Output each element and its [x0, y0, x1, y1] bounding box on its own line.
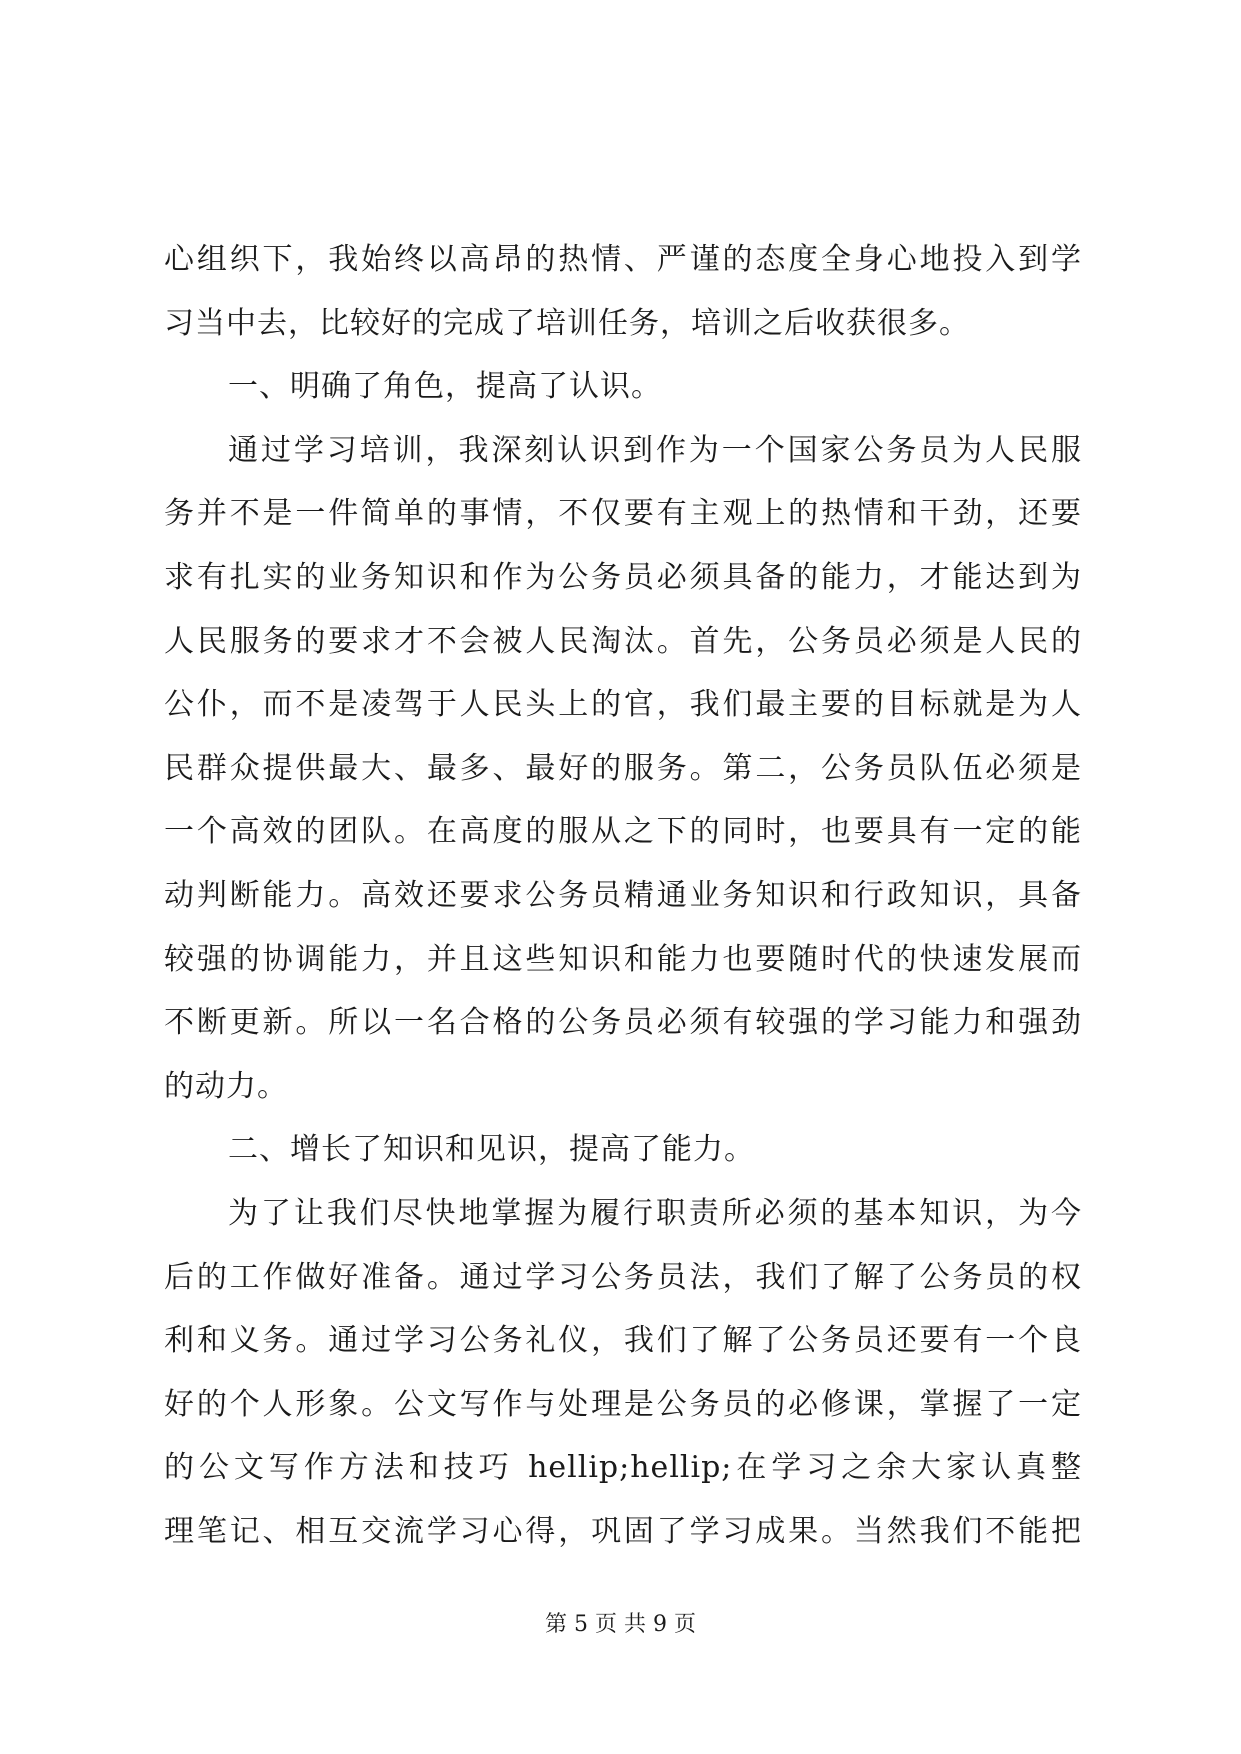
text-line: 较强的协调能力，并且这些知识和能力也要随时代的快速发展而 — [164, 941, 1082, 977]
body-text — [164, 228, 1082, 1563]
text-line: 民群众提供最大、最多、最好的服务。第二，公务员队伍必须是 — [164, 750, 1082, 786]
text-line: 好的个人形象。公文写作与处理是公务员的必修课，掌握了一定 — [164, 1386, 1082, 1422]
text-line: 求有扎实的业务知识和作为公务员必须具备的能力，才能达到为 — [164, 559, 1082, 595]
text-line: 的公文写作方法和技巧 hellip;hellip;在学习之余大家认真整 — [164, 1450, 1082, 1486]
text-line: 一个高效的团队。在高度的服从之下的同时，也要具有一定的能 — [164, 814, 1082, 850]
text-line: 二、增长了知识和见识，提高了能力。 — [228, 1132, 755, 1168]
text-line: 务并不是一件简单的事情，不仅要有主观上的热情和干劲，还要 — [164, 496, 1082, 532]
text-line: 习当中去，比较好的完成了培训任务，培训之后收获很多。 — [164, 305, 970, 341]
text-line: 利和义务。通过学习公务礼仪，我们了解了公务员还要有一个良 — [164, 1323, 1082, 1359]
text-line: 公仆，而不是凌驾于人民头上的官，我们最主要的目标就是为人 — [164, 687, 1082, 723]
text-line: 人民服务的要求才不会被人民淘汰。首先，公务员必须是人民的 — [164, 623, 1082, 659]
text-line: 不断更新。所以一名合格的公务员必须有较强的学习能力和强劲 — [164, 1005, 1082, 1041]
text-line: 一、明确了角色，提高了认识。 — [228, 369, 662, 405]
text-line: 心组织下，我始终以高昂的热情、严谨的态度全身心地投入到学 — [164, 242, 1082, 277]
text-line: 的动力。 — [164, 1068, 288, 1104]
text-line: 动判断能力。高效还要求公务员精通业务知识和行政知识，具备 — [164, 877, 1082, 913]
text-line: 为了让我们尽快地掌握为履行职责所必须的基本知识，为今 — [228, 1195, 1082, 1231]
page-footer: 第 5 页 共 9 页 — [545, 1612, 696, 1637]
text-line: 后的工作做好准备。通过学习公务员法，我们了解了公务员的权 — [164, 1259, 1082, 1295]
text-line: 通过学习培训，我深刻认识到作为一个国家公务员为人民服 — [228, 432, 1082, 468]
text-line: 理笔记、相互交流学习心得，巩固了学习成果。当然我们不能把 — [164, 1513, 1082, 1549]
